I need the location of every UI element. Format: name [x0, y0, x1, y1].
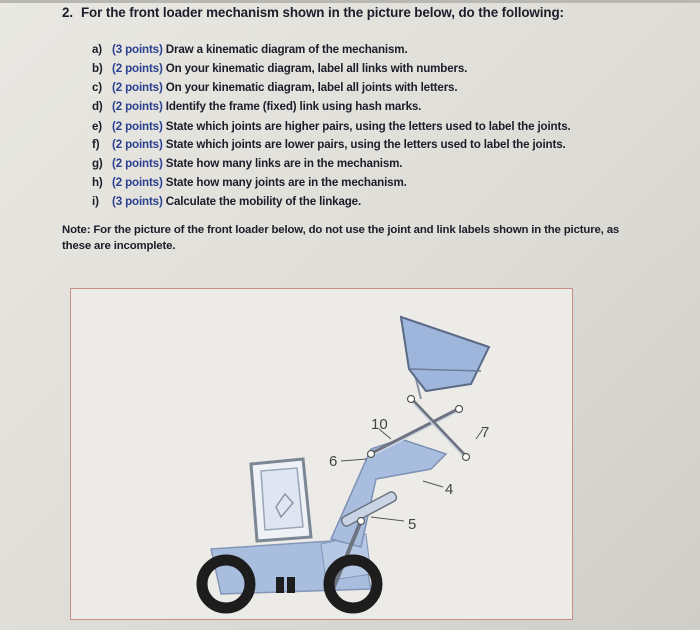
leader-6	[341, 459, 367, 461]
list-item: d) (2 points) Identify the frame (fixed) link using hash marks.	[92, 100, 422, 113]
question-number: 2.	[62, 5, 73, 20]
label-6: 6	[329, 453, 338, 470]
front-loader-drawing	[71, 289, 574, 621]
list-item: a) (3 points) Draw a kinematic diagram of the mechanism.	[92, 43, 408, 56]
step-mark	[276, 577, 284, 593]
list-item: g) (2 points) State how many links are in the mechanism.	[92, 157, 403, 170]
list-item: e) (2 points) State which joints are higher pairs, using the letters used to label the joints.	[92, 120, 571, 133]
leader-4	[423, 481, 443, 487]
question-heading	[62, 5, 564, 20]
joint-pin	[456, 406, 463, 413]
label-7: 7	[481, 424, 490, 441]
leader-5	[371, 517, 404, 521]
page-edge	[0, 0, 700, 3]
joint-pin	[408, 396, 415, 403]
list-item: c) (2 points) On your kinematic diagram, label all joints with letters.	[92, 81, 458, 94]
note-text: Note: For the picture of the front loader below, do not use the joint and link labels shown in the picture, as these are incomplete.	[62, 224, 620, 252]
joint-pin	[368, 451, 375, 458]
list-item: h) (2 points) State how many joints are in the mechanism.	[92, 176, 407, 189]
list-item: f) (2 points) State which joints are lower pairs, using the letters used to label the joints.	[92, 138, 566, 151]
list-item: b) (2 points) On your kinematic diagram, label all links with numbers.	[92, 62, 468, 75]
question-title-text: For the front loader mechanism shown in the picture below, do the following:	[80, 5, 564, 20]
joint-pin	[463, 454, 470, 461]
label-5: 5	[408, 516, 417, 533]
label-10: 10	[371, 416, 388, 433]
joint-pin	[358, 518, 365, 525]
list-item: i) (3 points) Calculate the mobility of the linkage.	[92, 195, 362, 208]
step-mark	[287, 577, 295, 593]
label-4: 4	[445, 481, 454, 498]
bucket	[401, 317, 489, 391]
front-loader-figure	[70, 288, 573, 620]
